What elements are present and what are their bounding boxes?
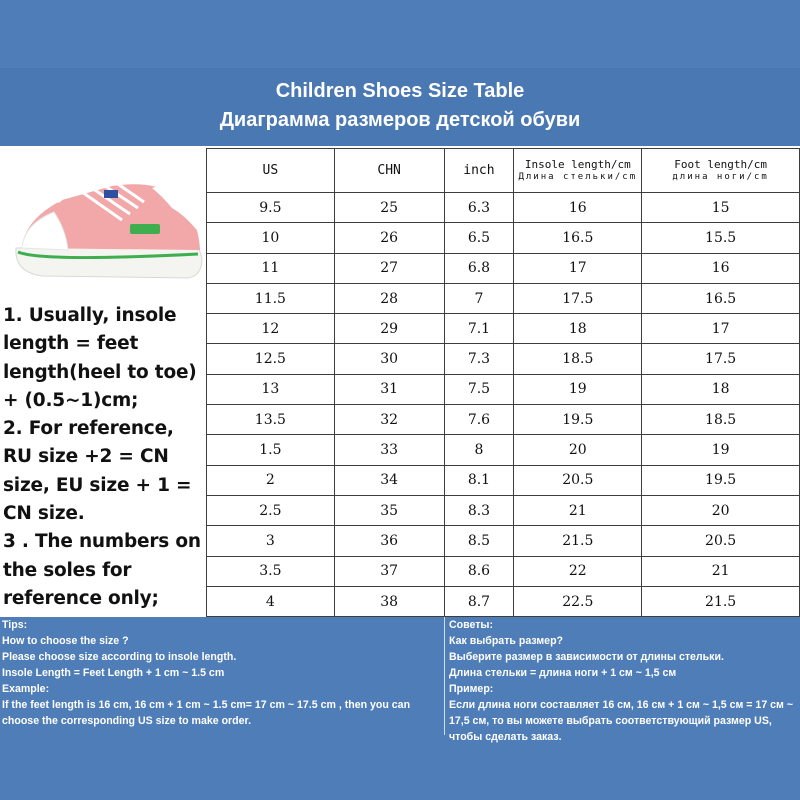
cell-inch: 8.1 [444, 465, 514, 495]
table-row [207, 435, 800, 465]
cell-foot: 16 [642, 253, 800, 283]
cell-chn: 25 [334, 193, 444, 223]
tips-en-line: Insole Length = Feet Length + 1 cm ~ 1.5 cm [2, 667, 225, 679]
header-foot [642, 149, 800, 193]
cell-insole: 18.5 [514, 344, 642, 374]
cell-inch: 7 [444, 283, 514, 313]
cell-inch: 7.6 [444, 405, 514, 435]
sneaker-icon [2, 150, 204, 290]
table-row [207, 193, 800, 223]
cell-inch: 8.6 [444, 556, 514, 586]
table-row [207, 405, 800, 435]
table-row [207, 283, 800, 313]
size-notes [3, 302, 203, 613]
cell-foot: 16.5 [642, 283, 800, 313]
header-insole-ru: Длина стельки/cm [518, 171, 638, 182]
tips-ru-line: Советы: [449, 619, 494, 631]
table-row [207, 314, 800, 344]
cell-insole: 22 [514, 556, 642, 586]
cell-us: 10 [207, 223, 335, 253]
header-insole [514, 149, 642, 193]
page-title-ru: Диаграмма размеров детской обуви [219, 109, 581, 131]
table-header-row [207, 149, 800, 193]
note-2: 2. For reference, RU size +2 = CN size, EU size + 1 = CN size. [3, 418, 192, 525]
cell-foot: 20.5 [642, 526, 800, 556]
tips-ru-line: Если длина ноги составляет 16 см, 16 см + 1 см ~ 1,5 см = 17 см ~ 17,5 см, то вы можете выбрать соответствующий размер US, чтобы сделать заказ. [449, 699, 794, 743]
size-table-body [207, 193, 800, 617]
page-title-en: Children Shoes Size Table [275, 80, 525, 102]
cell-foot: 17 [642, 314, 800, 344]
cell-us: 12.5 [207, 344, 335, 374]
table-row [207, 556, 800, 586]
cell-inch: 6.8 [444, 253, 514, 283]
cell-chn: 28 [334, 283, 444, 313]
cell-foot: 21 [642, 556, 800, 586]
cell-chn: 26 [334, 223, 444, 253]
tips-ru-line: Пример: [449, 683, 494, 695]
cell-foot: 17.5 [642, 344, 800, 374]
table-row [207, 495, 800, 525]
cell-chn: 27 [334, 253, 444, 283]
cell-inch: 7.5 [444, 374, 514, 404]
cell-us: 2 [207, 465, 335, 495]
cell-us: 3.5 [207, 556, 335, 586]
cell-chn: 36 [334, 526, 444, 556]
cell-inch: 6.3 [444, 193, 514, 223]
cell-insole: 20 [514, 435, 642, 465]
header-insole-en: Insole length/cm [524, 157, 631, 171]
cell-insole: 20.5 [514, 465, 642, 495]
cell-us: 11 [207, 253, 335, 283]
tips-en-line: Please choose size according to insole length. [2, 651, 237, 663]
header-us: US [207, 149, 335, 193]
tips-russian [449, 617, 797, 745]
cell-us: 3 [207, 526, 335, 556]
cell-insole: 16.5 [514, 223, 642, 253]
cell-inch: 8.5 [444, 526, 514, 556]
cell-us: 9.5 [207, 193, 335, 223]
cell-foot: 19 [642, 435, 800, 465]
cell-chn: 35 [334, 495, 444, 525]
header-foot-ru: длина ноги/cm [672, 171, 769, 182]
cell-insole: 16 [514, 193, 642, 223]
cell-insole: 17 [514, 253, 642, 283]
tips-english [2, 617, 442, 729]
note-3: 3 . The numbers on the soles for reference only; [3, 531, 201, 609]
cell-chn: 30 [334, 344, 444, 374]
cell-us: 11.5 [207, 283, 335, 313]
cell-foot: 15.5 [642, 223, 800, 253]
tips-divider [444, 617, 445, 735]
header-chn: CHN [334, 149, 444, 193]
cell-insole: 18 [514, 314, 642, 344]
tips-en-line: If the feet length is 16 cm, 16 cm + 1 cm ~ 1.5 cm= 17 cm ~ 17.5 cm , then you can choose the corresponding US size to make order. [2, 699, 411, 727]
cell-inch: 7.1 [444, 314, 514, 344]
table-row [207, 374, 800, 404]
cell-chn: 29 [334, 314, 444, 344]
cell-foot: 21.5 [642, 586, 800, 616]
cell-us: 13.5 [207, 405, 335, 435]
cell-inch: 6.5 [444, 223, 514, 253]
tips-ru-line: Как выбрать размер? [449, 635, 564, 647]
cell-inch: 8 [444, 435, 514, 465]
cell-us: 12 [207, 314, 335, 344]
table-row [207, 586, 800, 616]
table-row [207, 223, 800, 253]
cell-foot: 18 [642, 374, 800, 404]
note-1: 1. Usually, insole length = feet length(heel to toe) + (0.5~1)cm; [3, 305, 197, 411]
table-row [207, 344, 800, 374]
tips-ru-line: Длина стельки = длина ноги + 1 см ~ 1,5 см [449, 667, 677, 679]
cell-us: 13 [207, 374, 335, 404]
header-inch: inch [444, 149, 514, 193]
cell-foot: 19.5 [642, 465, 800, 495]
title-band [0, 68, 800, 146]
cell-us: 1.5 [207, 435, 335, 465]
tips-en-line: Tips: [2, 619, 28, 631]
cell-chn: 32 [334, 405, 444, 435]
cell-insole: 21 [514, 495, 642, 525]
cell-insole: 19 [514, 374, 642, 404]
table-row [207, 253, 800, 283]
cell-chn: 38 [334, 586, 444, 616]
size-table [206, 148, 800, 617]
cell-inch: 8.3 [444, 495, 514, 525]
cell-insole: 21.5 [514, 526, 642, 556]
cell-insole: 22.5 [514, 586, 642, 616]
cell-chn: 31 [334, 374, 444, 404]
table-row [207, 465, 800, 495]
cell-insole: 17.5 [514, 283, 642, 313]
tips-en-line: How to choose the size ? [2, 635, 129, 647]
tips-ru-line: Выберите размер в зависимости от длины стельки. [449, 651, 724, 663]
tips-en-line: Example: [2, 683, 50, 695]
cell-foot: 15 [642, 193, 800, 223]
cell-chn: 33 [334, 435, 444, 465]
cell-foot: 20 [642, 495, 800, 525]
cell-chn: 34 [334, 465, 444, 495]
cell-insole: 19.5 [514, 405, 642, 435]
cell-chn: 37 [334, 556, 444, 586]
cell-inch: 7.3 [444, 344, 514, 374]
cell-us: 2.5 [207, 495, 335, 525]
shoe-image [2, 150, 204, 290]
header-foot-en: Foot length/cm [674, 157, 767, 171]
table-row [207, 526, 800, 556]
cell-foot: 18.5 [642, 405, 800, 435]
cell-inch: 8.7 [444, 586, 514, 616]
cell-us: 4 [207, 586, 335, 616]
